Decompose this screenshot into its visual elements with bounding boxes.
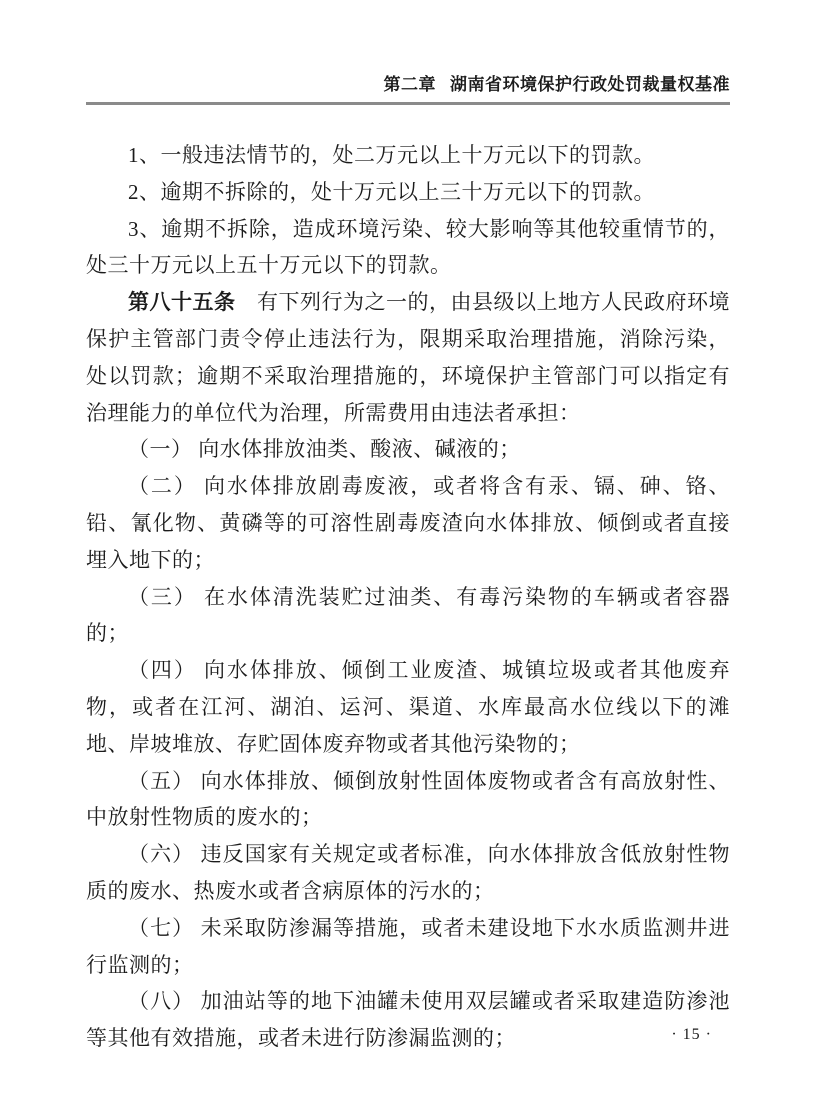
paragraph [86, 284, 730, 431]
paragraph [86, 763, 730, 837]
paragraph-text: 2、逾期不拆除的，处十万元以上三十万元以下的罚款。 [128, 179, 655, 204]
paragraph-text: （七） 未采取防渗漏等措施，或者未建设地下水水质监测井进行监测的； [86, 915, 730, 977]
page-number: · 15 · [671, 1026, 712, 1043]
header-chapter: 第二章 [383, 75, 436, 94]
paragraph [86, 468, 730, 578]
paragraph [86, 211, 730, 285]
paragraph [86, 910, 730, 984]
paragraph-text: 1、一般违法情节的，处二万元以上十万元以下的罚款。 [128, 143, 655, 167]
header-title: 湖南省环境保护行政处罚裁量权基准 [450, 75, 730, 94]
paragraph-text: 3、逾期不拆除，造成环境污染、较大影响等其他较重情节的，处三十万元以上五十万元以下的罚款。 [86, 216, 730, 278]
header-rule [86, 102, 730, 105]
paragraph-text: 有下列行为之一的，由县级以上地方人民政府环境保护主管部门责令停止违法行为，限期采取治理措施，消除污染，处以罚款；逾期不采取治理措施的，环境保护主管部门可以指定有治理能力的单位代为治理，所需费用由违法者承担： [86, 290, 730, 425]
paragraph [86, 431, 730, 468]
paragraph [86, 983, 730, 1057]
running-head [86, 74, 730, 96]
paragraph [86, 137, 730, 174]
page-header [86, 74, 730, 105]
paragraph [86, 579, 730, 653]
paragraph-text: （六） 违反国家有关规定或者标准，向水体排放含低放射性物质的废水、热废水或者含病原体的污水的； [86, 842, 730, 903]
paragraph-text: （五） 向水体排放、倾倒放射性固体废物或者含有高放射性、中放射性物质的废水的； [86, 768, 730, 830]
paragraph-text: （八） 加油站等的地下油罐未使用双层罐或者采取建造防渗池等其他有效措施，或者未进行防渗漏监测的； [86, 989, 730, 1051]
paragraph-text: （四） 向水体排放、倾倒工业废渣、城镇垃圾或者其他废弃物，或者在江河、湖泊、运河、渠道、水库最高水位线以下的滩地、岸坡堆放、存贮固体废弃物或者其他污染物的； [86, 658, 730, 756]
paragraph [86, 174, 730, 211]
paragraph-text: （一） 向水体排放油类、酸液、碱液的； [128, 437, 521, 462]
paragraph-text: （二） 向水体排放剧毒废液，或者将含有汞、镉、砷、铬、铅、氰化物、黄磷等的可溶性剧毒废渣向水体排放、倾倒或者直接埋入地下的； [86, 474, 730, 572]
paragraph [86, 652, 730, 762]
document-body [86, 137, 730, 1057]
paragraph-text: （三） 在水体清洗装贮过油类、有毒污染物的车辆或者容器的； [86, 584, 730, 646]
paragraph [86, 836, 730, 910]
article-number: 第八十五条 [128, 290, 236, 315]
